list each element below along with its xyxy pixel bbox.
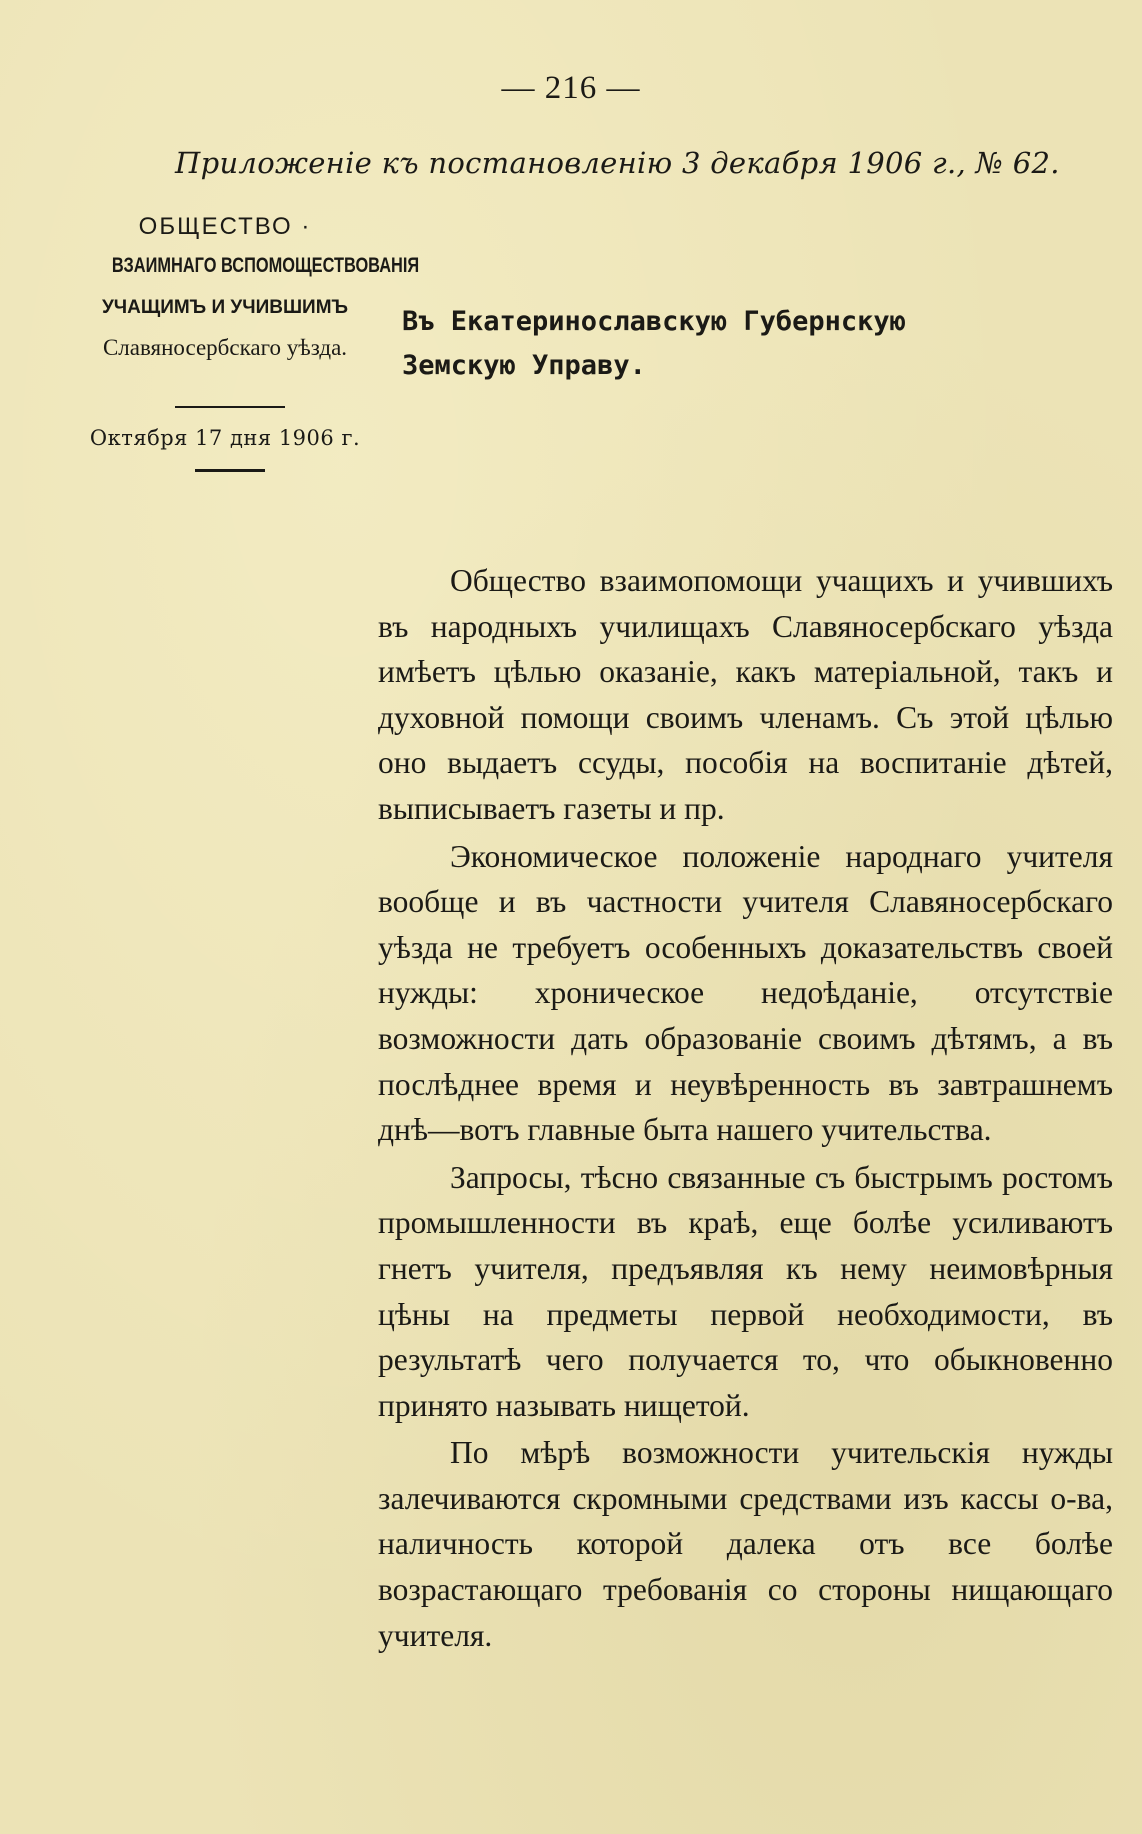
society-line-2: ВЗАИМНАГО ВСПОМОЩЕСТВОВАНIЯ xyxy=(111,254,420,277)
appendix-header: Приложенiе къ постановленiю 3 декабря 1906 г., № 62. xyxy=(175,146,1060,180)
society-line-1: ОБЩЕСТВО · xyxy=(138,213,312,240)
society-letterhead xyxy=(80,210,420,368)
addressee-line-2: Земскую Управу. xyxy=(402,350,646,381)
paragraph-4: По мѣрѣ возможности учительскiя нужды залечиваются скромными средствами изъ кассы о-ва, наличность которой далека отъ все болѣе возрастающаго требованiя со стороны нищающаго учителя. xyxy=(378,1435,1113,1653)
page-number: — 216 — xyxy=(501,70,641,106)
society-line-4: Славяносербскаго уѣзда. xyxy=(102,335,348,360)
paragraph-3: Запросы, тѣсно связанные съ быстрымъ ростомъ промышленности въ краѣ, еще болѣе усиливаютъ гнетъ учителя, предъявляя къ нему неимовѣрныя цѣны на предметы первой необходимости, въ результатѣ чего получается то, что обыкновенно принято называть нищетой. xyxy=(378,1159,1113,1423)
addressee-line-1: Въ Екатеринославскую Губернскую xyxy=(402,306,906,337)
letter-date: Октября 17 дня 1906 г. xyxy=(89,426,361,450)
date-divider xyxy=(195,469,265,472)
letterhead-divider xyxy=(175,406,285,408)
addressee-block xyxy=(402,300,1102,388)
letter-body xyxy=(378,558,1113,1660)
paragraph-2: Экономическое положенiе народнаго учителя вообще и въ частности учителя Славяносербскаго уѣзда не требуетъ особенныхъ доказательствъ своей нужды: хроническое недоѣданiе, отсутствiе возможности дать образованiе своимъ дѣтямъ, а въ послѣднее время и неувѣренность въ завтрашнемъ днѣ—вотъ главные быта нашего учительства. xyxy=(378,838,1113,1148)
society-line-3: УЧАЩИМЪ И УЧИВШИМЪ xyxy=(101,297,349,318)
paragraph-1: Общество взаимопомощи учащихъ и учившихъ въ народныхъ училищахъ Славяносербскаго уѣзда имѣетъ цѣлью оказанiе, какъ матерiальной, такъ и духовной помощи своимъ членамъ. Съ этой цѣлью оно выдаетъ ссуды, пособiя на воспитанiе дѣтей, выписываетъ газеты и пр. xyxy=(378,563,1113,826)
